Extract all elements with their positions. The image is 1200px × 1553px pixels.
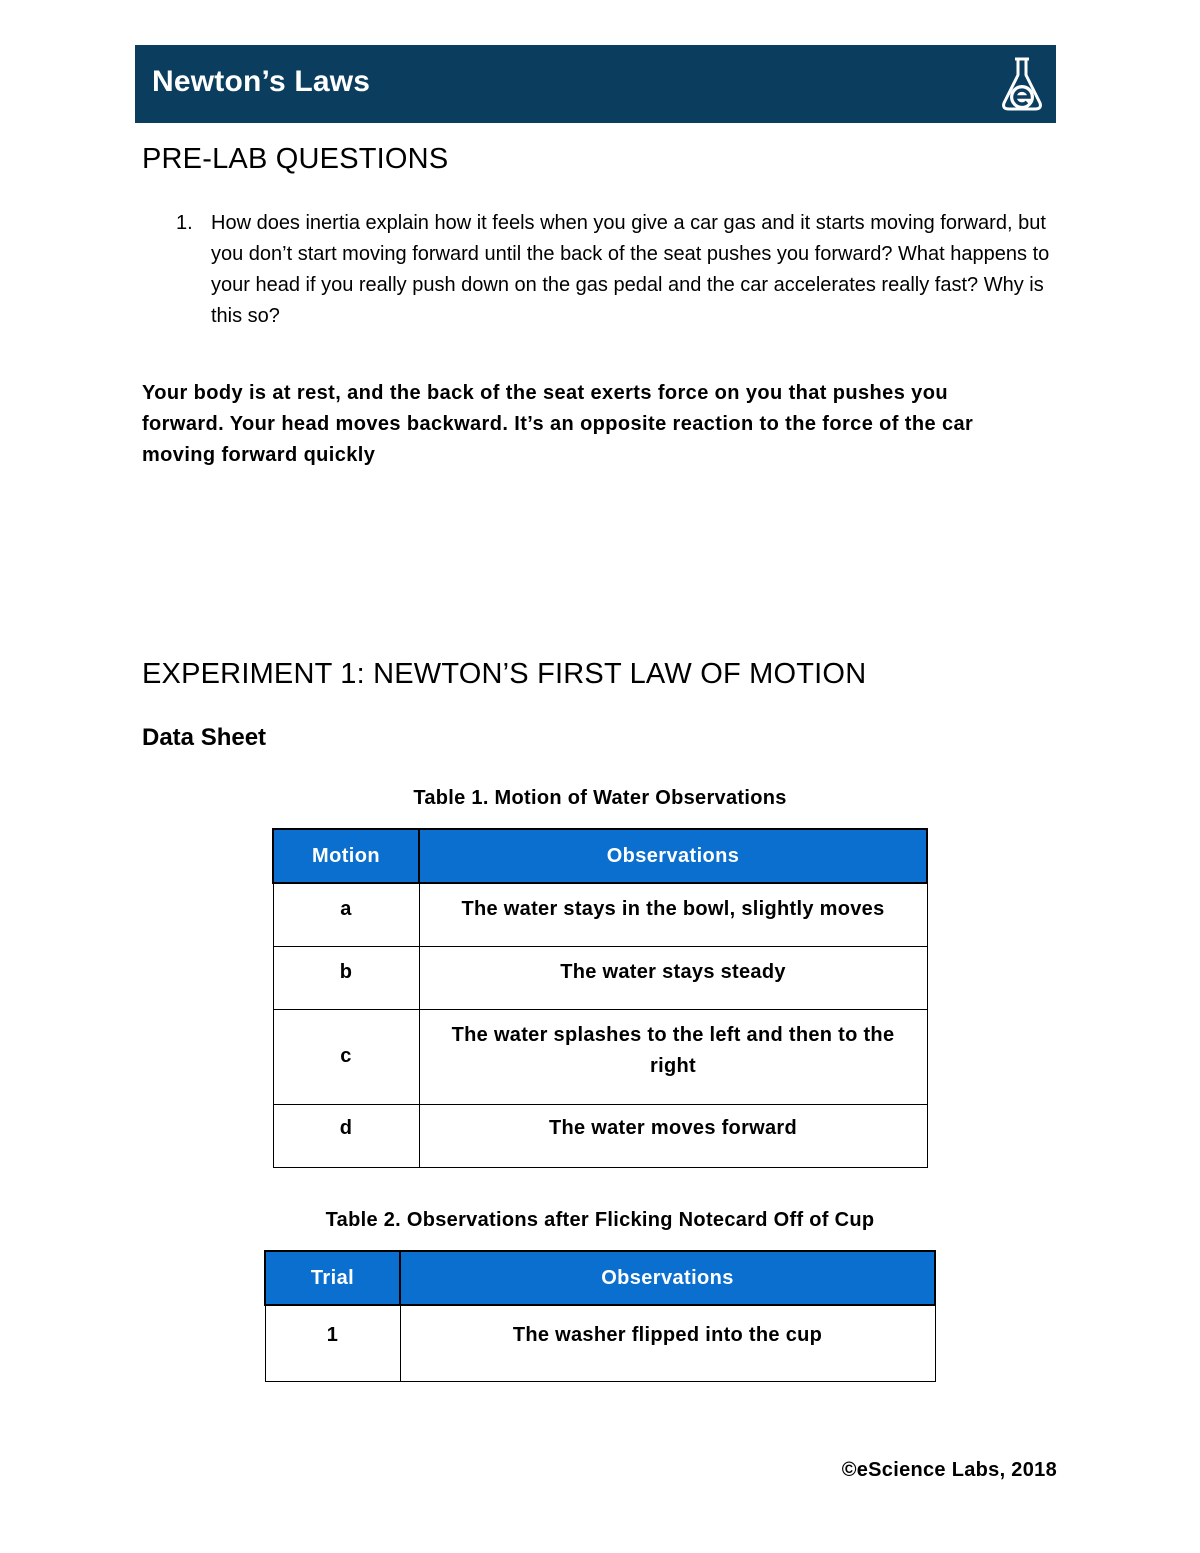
data-sheet-heading: Data Sheet <box>142 724 267 751</box>
observation-cell: The water stays in the bowl, slightly moves <box>419 883 927 946</box>
motion-cell: a <box>273 883 419 946</box>
page-title: Newton’s Laws <box>152 65 371 98</box>
header-banner <box>135 45 1056 123</box>
question-number: 1. <box>176 212 193 234</box>
flask-e-logo-icon <box>996 53 1048 115</box>
table-row <box>273 1104 927 1167</box>
table-row <box>273 946 927 1009</box>
observation-cell: The washer flipped into the cup <box>400 1305 935 1381</box>
table2-caption: Table 2. Observations after Flicking Notecard Off of Cup <box>325 1209 875 1231</box>
table1 <box>272 828 928 1168</box>
column-header-trial: Trial <box>265 1251 400 1305</box>
experiment-heading: EXPERIMENT 1: NEWTON’S FIRST LAW OF MOTION <box>142 658 867 690</box>
prelab-answer: Your body is at rest, and the back of the seat exerts force on you that pushes you forward. Your head moves backward. It’s an opposite reaction to the force of the car moving forward quickly <box>142 382 974 466</box>
motion-cell: b <box>273 946 419 1009</box>
observation-cell: The water splashes to the left and then to the right <box>419 1009 927 1104</box>
table1-caption: Table 1. Motion of Water Observations <box>413 787 787 809</box>
observation-cell: The water moves forward <box>419 1104 927 1167</box>
question-text: How does inertia explain how it feels when you give a car gas and it starts moving forward, but you don’t start moving forward until the back of the seat pushes you forward? What happens to your head if you really push down on the gas pedal and the car accelerates really fast? Why is this so? <box>211 212 1050 327</box>
copyright-footer: ©eScience Labs, 2018 <box>841 1459 1057 1481</box>
table-header-row <box>265 1251 935 1305</box>
column-header-observations: Observations <box>419 829 927 883</box>
table-row <box>273 1009 927 1104</box>
table-header-row <box>273 829 927 883</box>
table2 <box>264 1250 936 1382</box>
table-row <box>265 1305 935 1381</box>
trial-cell: 1 <box>265 1305 400 1381</box>
column-header-observations: Observations <box>400 1251 935 1305</box>
observation-cell: The water stays steady <box>419 946 927 1009</box>
motion-cell: d <box>273 1104 419 1167</box>
table-row <box>273 883 927 946</box>
column-header-motion: Motion <box>273 829 419 883</box>
prelab-heading: PRE-LAB QUESTIONS <box>142 143 449 175</box>
prelab-question <box>176 208 1056 332</box>
motion-cell: c <box>273 1009 419 1104</box>
